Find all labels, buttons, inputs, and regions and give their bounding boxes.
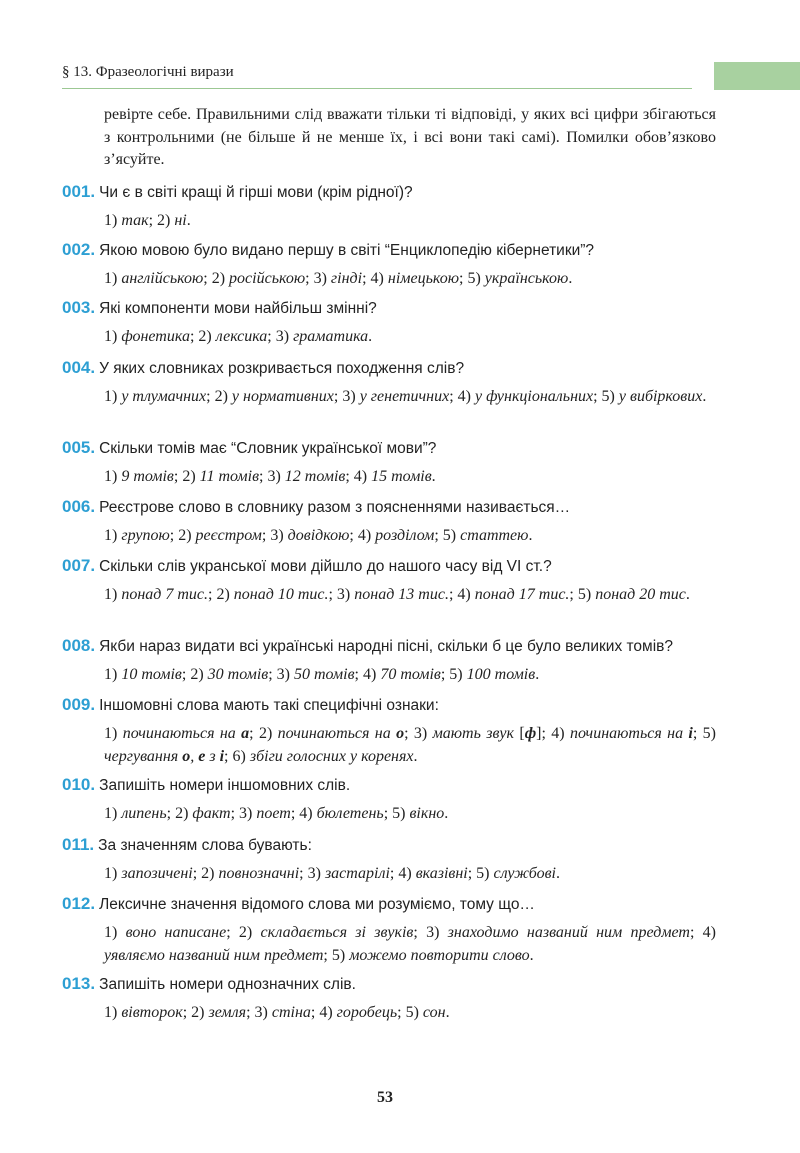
question-012 [62,893,722,967]
question-number: 009. [62,695,96,714]
section-header: § 13. Фразеологічні вирази [62,64,234,80]
answer-options: 1) починаються на а; 2) починаються на о; 3) мають звук [ф]; 4) починаються на і; 5) чергування о, е з і; 6) збіги голосних у коренях. [104,725,716,765]
page-number: 53 [377,1089,393,1106]
answer-options: 1) так; 2) ні. [104,212,191,229]
answer-options: 1) фонетика; 2) лексика; 3) граматика. [104,328,373,345]
question-013 [62,973,722,1025]
question-002 [62,239,722,291]
answer-options: 1) групою; 2) реєстром; 3) довідкою; 4) розділом; 5) статтею. [104,527,533,544]
question-number: 006. [62,497,96,516]
question-text: Реєстрове слово в словнику разом з поясненнями називається… [99,499,571,516]
question-008 [62,635,722,687]
question-number: 002. [62,240,96,259]
question-text: Запишіть номери іншомовних слів. [99,777,351,794]
chapter-tab [714,62,800,90]
answer-options: 1) у тлумачних; 2) у нормативних; 3) у генетичних; 4) у функціональних; 5) у вибіркових. [104,388,707,405]
question-text: Якби нараз видати всі українські народні пісні, скільки б це було великих томів? [99,638,673,655]
intro-paragraph: ревірте себе. Правильними слід вважати тільки ті відповіді, у яких всі цифри збігаються з контрольними (не більше й не менше їх, і всі вони такі самі). Помилки обов’язково з’ясуйте. [104,106,716,168]
question-text: Якою мовою було видано першу в світі “Енциклопедію кібернетики”? [99,242,595,259]
question-004 [62,357,722,409]
question-text: За значенням слова бувають: [98,837,312,854]
question-number: 003. [62,298,96,317]
question-number: 011. [62,835,95,854]
answer-options: 1) 9 томів; 2) 11 томів; 3) 12 томів; 4) 15 томів. [104,468,436,485]
question-number: 008. [62,636,96,655]
question-text: Які компоненти мови найбільш змінні? [99,300,377,317]
question-010 [62,774,722,826]
question-text: Іншомовні слова мають такі специфічні ознаки: [99,697,439,714]
question-number: 007. [62,556,96,575]
question-number: 004. [62,358,96,377]
answer-options: 1) запозичені; 2) повнозначні; 3) застарілі; 4) вказівні; 5) службові. [104,865,560,882]
question-text: У яких словниках розкривається походження слів? [99,360,465,377]
question-number: 013. [62,974,96,993]
question-009 [62,694,722,768]
question-011 [62,834,722,886]
answer-options: 1) липень; 2) факт; 3) поет; 4) бюлетень; 5) вікно. [104,805,449,822]
question-007 [62,555,722,607]
answer-options: 1) понад 7 тис.; 2) понад 10 тис.; 3) понад 13 тис.; 4) понад 17 тис.; 5) понад 20 тис. [104,586,690,603]
question-text: Скільки томів має “Словник української мови”? [99,440,437,457]
question-number: 001. [62,182,96,201]
question-text: Лексичне значення відомого слова ми розуміємо, тому що… [99,896,535,913]
question-005 [62,437,722,489]
answer-options: 1) англійською; 2) російською; 3) гінді; 4) німецькою; 5) українською. [104,270,573,287]
question-number: 005. [62,438,96,457]
question-text: Чи є в світі кращі й гірші мови (крім рідної)? [99,184,413,201]
question-003 [62,297,722,349]
header-divider [62,88,692,89]
answer-options: 1) воно написане; 2) складається зі звуків; 3) знаходимо названий ним предмет; 4) уявляємо названий ним предмет; 5) можемо повторити слово. [104,924,717,964]
question-number: 010. [62,775,96,794]
question-001 [62,181,722,233]
answer-options: 1) вівторок; 2) земля; 3) стіна; 4) горобець; 5) сон. [104,1004,450,1021]
question-number: 012. [62,894,96,913]
question-text: Скільки слів укранської мови дійшло до нашого часу від VI ст.? [99,558,552,575]
answer-options: 1) 10 томів; 2) 30 томів; 3) 50 томів; 4) 70 томів; 5) 100 томів. [104,666,540,683]
question-text: Запишіть номери однозначних слів. [99,976,356,993]
question-006 [62,496,722,548]
